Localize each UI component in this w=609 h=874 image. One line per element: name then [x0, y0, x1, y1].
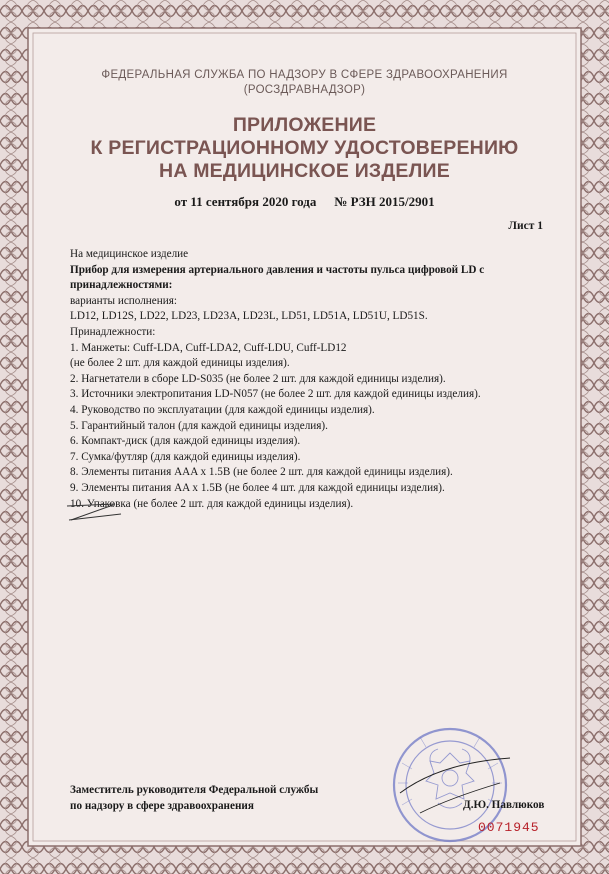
signatory-position-line-1: Заместитель руководителя Федеральной службы [70, 784, 319, 796]
signatory-name: Д.Ю. Павлюков [463, 799, 545, 811]
list-item: (не более 2 шт. для каждой единицы изделия). [70, 357, 290, 370]
list-item: 10. Упаковка (не более 2 шт. для каждой единицы изделия). [70, 497, 354, 510]
list-item: 5. Гарантийный талон (для каждой единицы изделия). [70, 419, 328, 432]
list-item: 6. Компакт-диск (для каждой единицы изделия). [70, 435, 301, 448]
title-line-2: К РЕГИСТРАЦИОННОМУ УДОСТОВЕРЕНИЮ [90, 137, 519, 159]
list-item: 3. Источники электропитания LD-N057 (не более 2 шт. для каждой единицы изделия). [70, 388, 481, 401]
accessories-label: Принадлежности: [70, 325, 156, 338]
registration-number: № РЗН 2015/2901 [334, 194, 435, 209]
end-of-list-flourish [65, 502, 125, 524]
document-title [0, 114, 609, 183]
list-item: 7. Сумка/футляр (для каждой единицы изделия). [70, 450, 301, 463]
list-item: 1. Манжеты: Cuff-LDA, Cuff-LDA2, Cuff-LDU, Cuff-LD12 [70, 341, 347, 354]
list-item: 9. Элементы питания AA x 1.5B (не более 4 шт. для каждой единицы изделия). [70, 481, 445, 494]
title-line-3: НА МЕДИЦИНСКОЕ ИЗДЕЛИЕ [159, 160, 450, 182]
registration-line [0, 194, 609, 210]
document-body [70, 247, 550, 512]
agency-abbreviation: (РОСЗДРАВНАДЗОР) [243, 84, 366, 96]
agency-header [0, 68, 609, 98]
list-item: 4. Руководство по эксплуатации (для каждой единицы изделия). [70, 403, 375, 416]
sheet-number: Лист 1 [508, 220, 543, 232]
serial-number: 0071945 [478, 820, 540, 835]
agency-name: ФЕДЕРАЛЬНАЯ СЛУЖБА ПО НАДЗОРУ В СФЕРЕ ЗДРАВООХРАНЕНИЯ [101, 69, 508, 81]
variants-label: варианты исполнения: [70, 294, 177, 307]
list-item: 2. Нагнетатели в сборе LD-S035 (не более 2 шт. для каждой единицы изделия). [70, 372, 446, 385]
list-item: 8. Элементы питания AAA x 1.5B (не более 2 шт. для каждой единицы изделия). [70, 466, 453, 479]
signatory-position [70, 783, 318, 814]
signatory-position-line-2: по надзору в сфере здравоохранения [70, 799, 254, 812]
device-name: Прибор для измерения артериального давления и частоты пульса цифровой LD с принадлежностями: [70, 263, 485, 292]
title-line-1: ПРИЛОЖЕНИЕ [232, 114, 377, 136]
registration-date: от 11 сентября 2020 года [174, 194, 317, 209]
variants-list: LD12, LD12S, LD22, LD23, LD23A, LD23L, LD51, LD51A, LD51U, LD51S. [70, 310, 428, 323]
intro-text: На медицинское изделие [70, 248, 189, 260]
